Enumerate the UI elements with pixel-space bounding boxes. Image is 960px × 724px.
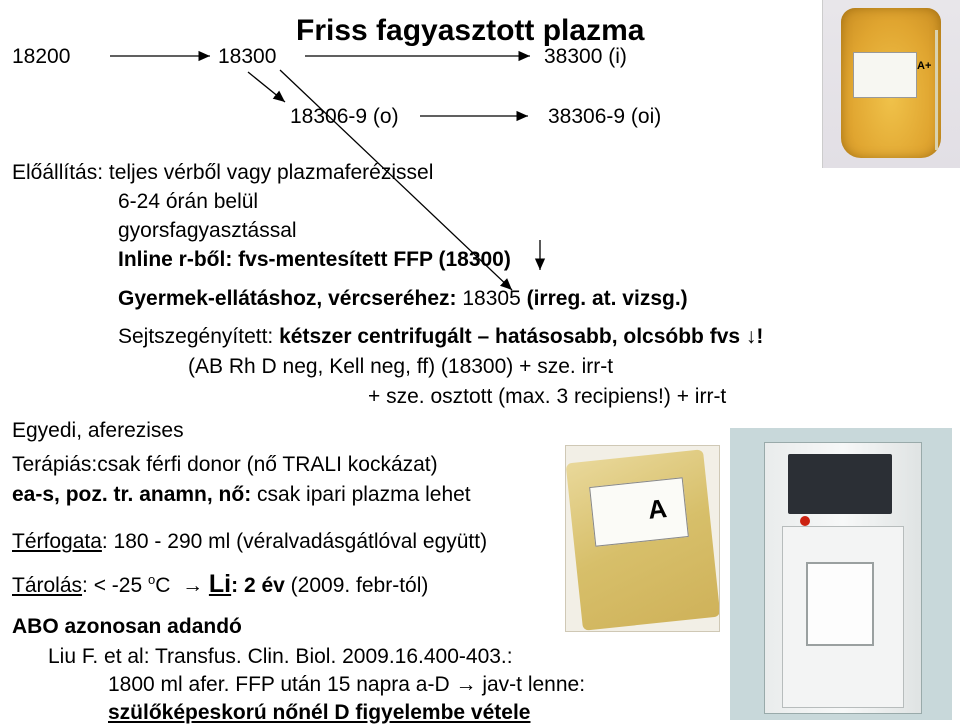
plasma-bag-photo <box>822 0 960 168</box>
down-arrow-icon: ↓ <box>745 325 757 348</box>
sejt-text: kétszer centrifugált – hatásosabb, olcsóbb fvs <box>279 325 741 348</box>
afer-text: 1800 ml afer. FFP után 15 napra a-D <box>108 673 450 696</box>
text-terfogat-line <box>12 531 487 552</box>
tarolas-o: o <box>147 572 156 587</box>
sejt-label: Sejtszegényített: <box>118 325 274 348</box>
text-ab-line: (AB Rh D neg, Kell neg, ff) (18300) + sze. irr-t <box>188 355 614 378</box>
frozen-plasma-photo <box>565 445 720 632</box>
code-38300: 38300 (i) <box>544 45 627 68</box>
terapias-label: Terápiás: <box>12 453 98 476</box>
text-liu: Liu F. et al: Transfus. Clin. Biol. 2009.16.400-403.: <box>48 645 513 668</box>
code-38306: 38306-9 (oi) <box>548 105 662 128</box>
text-inline: Inline r-ből: fvs-mentesített FFP (18300) <box>118 248 511 271</box>
text-szulo: szülőképeskorú nőnél D figyelembe vétele <box>108 701 531 724</box>
terfogat-text: : 180 - 290 ml (véralvadásgátlóval együtt) <box>101 530 488 553</box>
li-since: (2009. febr-tól) <box>284 574 429 597</box>
tarolas-pre: : < -25 <box>82 574 148 597</box>
afer-end: jav-t lenne: <box>476 673 586 696</box>
frozen-label-letter: A <box>646 493 669 525</box>
gyermek-code: 18305 <box>462 287 521 310</box>
text-afer-line <box>108 674 585 695</box>
gyermek-note: (irreg. at. vizsg.) <box>526 287 688 310</box>
text-osztott-line: + sze. osztott (max. 3 recipiens!) + irr-t <box>368 385 727 408</box>
freezer-photo <box>730 428 952 720</box>
text-gyermek-line <box>118 288 688 309</box>
arrow-18300-to-18306 <box>248 72 285 102</box>
sejt-end: ! <box>756 325 764 348</box>
text-sejtszegenyitett-line <box>118 326 763 347</box>
right-arrow-icon: → <box>449 673 477 696</box>
gyermek-label: Gyermek-ellátáshoz, vércseréhez: <box>118 287 457 310</box>
text-gyorsfagyasztassal: gyorsfagyasztással <box>118 219 297 242</box>
text-terapias-line <box>12 454 438 475</box>
tarolas-label: Tárolás <box>12 574 83 597</box>
text-eas-line <box>12 484 471 505</box>
code-18306: 18306-9 (o) <box>290 105 399 128</box>
terapias-text: csak férfi donor (nő TRALI kockázat) <box>97 453 438 476</box>
text-egyedi: Egyedi, aferezises <box>12 419 184 442</box>
eas-label: ea-s, poz. tr. anamn, nő: <box>12 483 252 506</box>
text-tarolas-line <box>12 572 428 597</box>
text-abo: ABO azonosan adandó <box>12 615 242 638</box>
code-18200: 18200 <box>12 45 71 68</box>
li-label: Li <box>208 570 232 598</box>
text-oran-belul: 6-24 órán belül <box>118 190 259 213</box>
right-arrow-icon: → <box>176 574 209 597</box>
bag-label-letter: A+ <box>917 60 932 72</box>
li-value: : 2 év <box>231 574 285 597</box>
code-18300: 18300 <box>218 45 277 68</box>
eas-text: csak ipari plazma lehet <box>257 483 471 506</box>
text-eloallitas: Előállítás: teljes vérből vagy plazmaferézissel <box>12 161 434 184</box>
page-title: Friss fagyasztott plazma <box>296 14 645 47</box>
tarolas-c: C <box>155 574 171 597</box>
terfogat-label: Térfogata <box>12 530 102 553</box>
